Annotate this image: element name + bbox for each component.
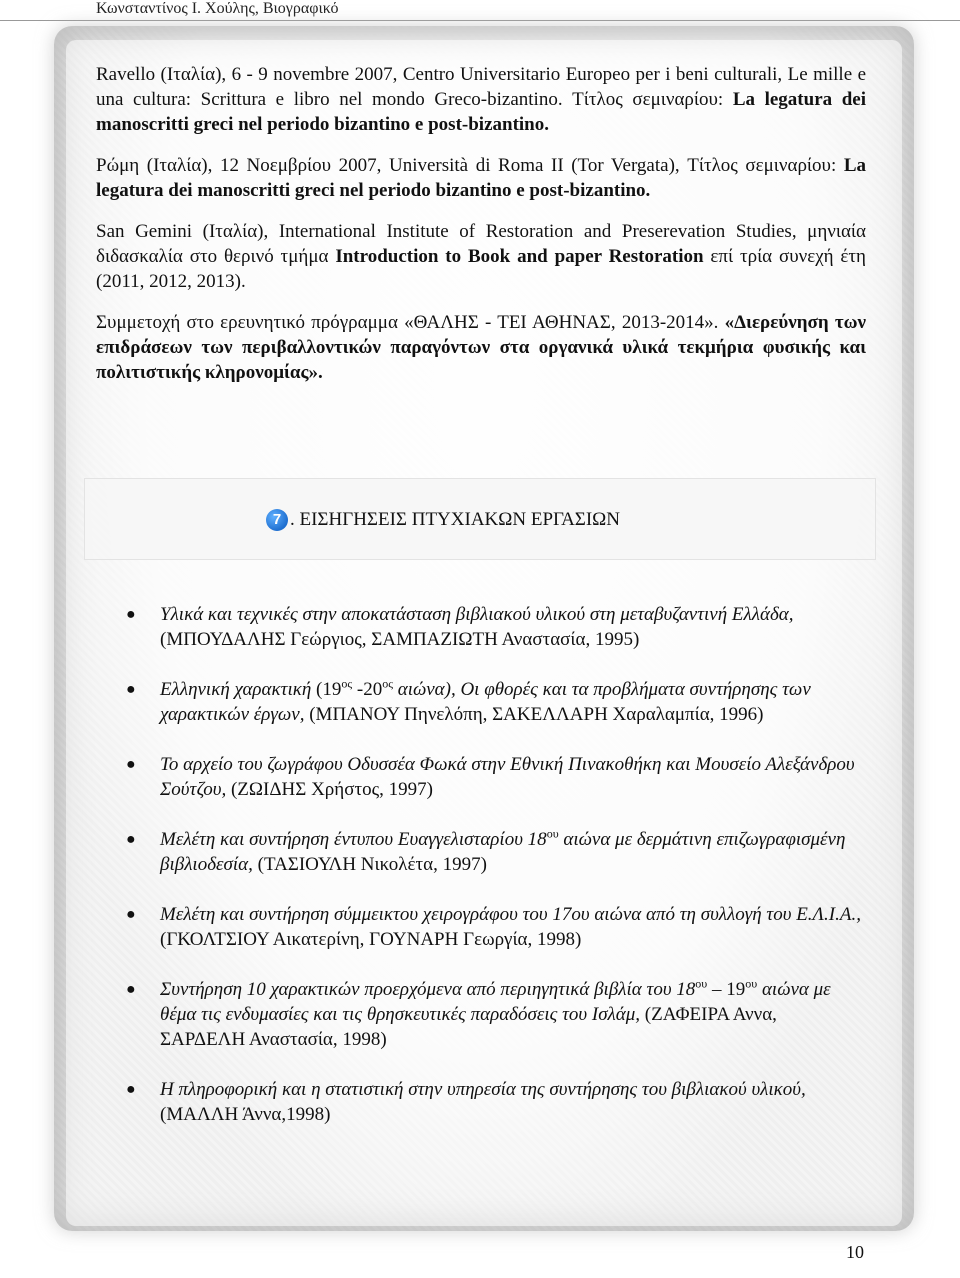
main-content (96, 62, 866, 401)
list-item: ● Το αρχείο του ζωγράφου Οδυσσέα Φωκά στην Εθνική Πινακοθήκη και Μουσείο Αλεξάνδρου Σούτζου, (ΖΩΙΔΗΣ Χρήστος, 1997) (126, 754, 855, 800)
section-heading (266, 508, 620, 532)
bullet-icon: ● (126, 756, 136, 773)
running-header: Κωνσταντίνος Ι. Χούλης, Βιογραφικό (96, 0, 339, 17)
paragraph-thalis: Συμμετοχή στο ερευνητικό πρόγραμμα «ΘΑΛΗΣ - ΤΕΙ ΑΘΗΝΑΣ, 2013-2014». «Διερεύνηση των επιδράσεων των περιβαλλοντικών παραγόντων στα οργανικά υλικά τεκμήρια φυσικής και πολιτιστικής κληρονομίας». (96, 312, 866, 383)
list-item: ● Μελέτη και συντήρηση σύμμεικτου χειρογράφου του 17ου αιώνα από τη συλλογή του Ε.Λ.Ι.Α., (ΓΚΟΛΤΣΙΟΥ Αικατερίνη, ΓΟΥΝΑΡΗ Γεωργία, 1998) (126, 904, 861, 950)
list-item: ● Ελληνική χαρακτική ($19^{o\varsigma}$ $-20^{o\varsigma}$ αιώνα), Οι φθορές και τα προβλήματα συντήρησης των χαρακτικών έργων, (ΜΠΑΝΟΥ Πηνελόπη, ΣΑΚΕΛΛΑΡΗ Χαραλαμπία, 1996) (126, 676, 811, 725)
page-number: 10 (846, 1242, 864, 1262)
list-item: ● Μελέτη και συντήρηση έντυπου Ευαγγελισταρίου $18^{o\upsilon}$ αιώνα με δερμάτινη επιζωγραφισμένη βιβλιοδεσία, (ΤΑΣΙΟΥΛΗ Νικολέτα, 1997) (126, 826, 846, 875)
bullet-icon: ● (126, 981, 136, 998)
bullet-icon: ● (126, 681, 136, 698)
bullet-icon: ● (126, 1081, 136, 1098)
header-rule (0, 20, 960, 21)
paragraph-san-gemini: San Gemini (Ιταλία), International Institute of Restoration and Preserevation Studies, μηνιαία διδασκαλία στο θερινό τμήμα Introduction to Book and paper Restoration επί τρία συνεχή έτη (2011, 2012, 2013). (96, 221, 866, 292)
list-item: ● Υλικά και τεχνικές στην αποκατάσταση βιβλιακού υλικού στη μεταβυζαντινή Ελλάδα, (ΜΠΟΥΔΑΛΗΣ Γεώργιος, ΣΑΜΠΑΖΙΩΤΗ Αναστασία, 1995) (126, 604, 794, 650)
paragraph-rome: Ρώμη (Ιταλία), 12 Νοεμβρίου 2007, Università di Roma II (Tor Vergata), Τίτλος σεμιναρίου: La legatura dei manoscritti greci nel periodo bizantino e post-bizantino. (96, 155, 866, 201)
bullet-icon: ● (126, 606, 136, 623)
thesis-list (126, 602, 866, 1152)
section-title: . ΕΙΣΗΓΗΣΕΙΣ ΠΤΥΧΙΑΚΩΝ ΕΡΓΑΣΙΩΝ (290, 509, 621, 530)
list-item: ● Συντήρηση 10 χαρακτικών προερχόμενα από περιηγητικά βιβλία του $18^{o\upsilon} - 19^{o\upsilon}$ αιώνα με θέμα τις ενδυμασίες και τις θρησκευτικές παραδόσεις του Ισλάμ, (ΖΑΦΕΙΡΑ Αννα, ΣΑΡΔΕΛΗ Αναστασία, 1998) (126, 976, 831, 1050)
section-number-badge: 7 (266, 509, 288, 531)
paragraph-ravello: Ravello (Ιταλία), 6 - 9 novembre 2007, Centro Universitario Europeo per i beni culturali, Le mille e una cultura: Scrittura e libro nel mondo Greco-bizantino. Τίτλος σεμιναρίου: La legatura dei manoscritti greci nel periodo bizantino e post-bizantino. (96, 64, 866, 135)
list-item: ● Η πληροφορική και η στατιστική στην υπηρεσία της συντήρησης του βιβλιακού υλικού, (ΜΑΛΛΗ Άννα,1998) (126, 1079, 806, 1125)
bullet-icon: ● (126, 906, 136, 923)
bullet-icon: ● (126, 831, 136, 848)
